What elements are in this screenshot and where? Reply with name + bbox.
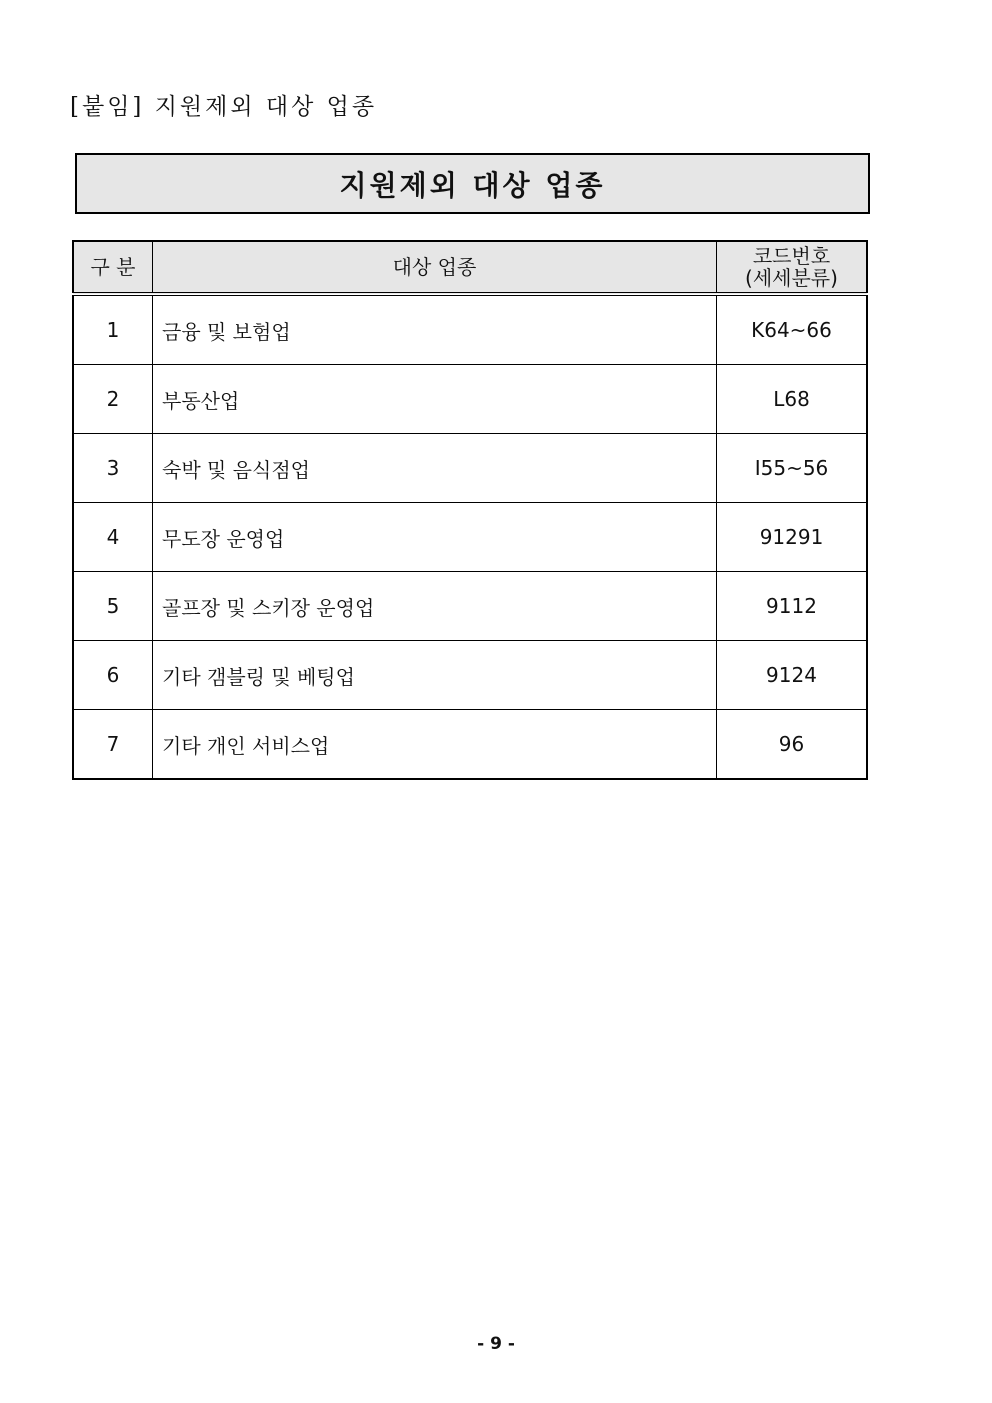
row-industry: 기타 갬블링 및 베팅업 [153,641,717,710]
page-number: - 9 - [477,1334,515,1354]
row-industry: 기타 개인 서비스업 [153,710,717,780]
row-industry: 골프장 및 스키장 운영업 [153,572,717,641]
row-industry: 부동산업 [153,365,717,434]
row-industry: 금융 및 보험업 [153,294,717,365]
row-no: 5 [73,572,153,641]
table-header-row [73,241,867,294]
row-code: 9112 [717,572,868,641]
row-no: 1 [73,294,153,365]
header-code [717,241,868,294]
row-code: 9124 [717,641,868,710]
table-row [73,434,867,503]
row-no: 7 [73,710,153,780]
row-no: 3 [73,434,153,503]
title-box [75,153,870,214]
document-title: 지원제외 대상 업종 [339,168,606,202]
table-row [73,572,867,641]
excluded-industries-table [72,240,868,780]
table-row [73,641,867,710]
table-row [73,365,867,434]
header-industry: 대상 업종 [153,241,717,294]
row-code: K64~66 [717,294,868,365]
table-row [73,294,867,365]
row-code: L68 [717,365,868,434]
row-code: I55~56 [717,434,868,503]
row-no: 4 [73,503,153,572]
row-no: 6 [73,641,153,710]
header-code-line2: (세세분류) [745,266,838,290]
table-row [73,710,867,780]
table-row [73,503,867,572]
row-industry: 무도장 운영업 [153,503,717,572]
row-code: 91291 [717,503,868,572]
attachment-heading: [붙임] 지원제외 대상 업종 [70,94,378,120]
row-no: 2 [73,365,153,434]
row-code: 96 [717,710,868,780]
header-code-line1: 코드번호 [752,244,831,268]
row-industry: 숙박 및 음식점업 [153,434,717,503]
header-no: 구 분 [73,241,153,294]
